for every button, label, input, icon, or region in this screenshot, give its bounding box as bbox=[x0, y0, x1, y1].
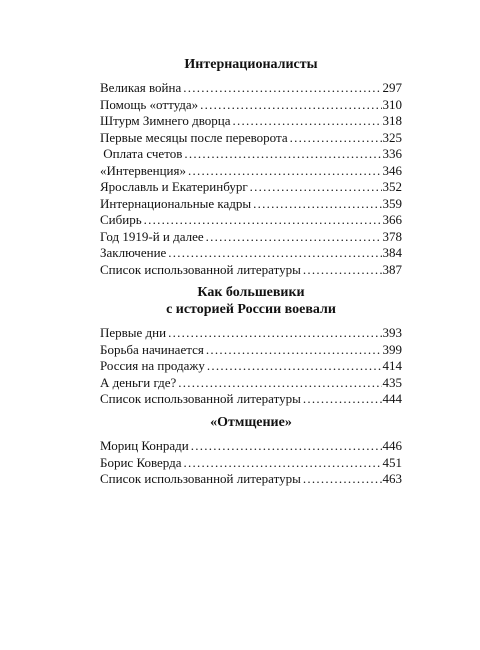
toc-entry[interactable] bbox=[100, 342, 402, 359]
toc-entry[interactable] bbox=[100, 375, 402, 392]
entry-page-number: 399 bbox=[382, 341, 402, 357]
toc-section-revenge bbox=[100, 414, 402, 488]
entry-page-number: 393 bbox=[382, 325, 402, 340]
dot-leader bbox=[188, 163, 382, 180]
entry-page-number: 378 bbox=[382, 228, 402, 244]
dot-leader bbox=[206, 229, 382, 246]
section-title bbox=[100, 414, 402, 431]
entry-title: Борис Коверда bbox=[100, 454, 182, 470]
toc-section-internationalists bbox=[100, 56, 402, 278]
dot-leader bbox=[303, 471, 382, 488]
toc-entry[interactable] bbox=[100, 471, 402, 488]
entry-title: Список использованной литературы bbox=[100, 261, 301, 277]
entry-title: Год 1919-й и далее bbox=[100, 228, 204, 244]
entry-page-number: 446 bbox=[382, 438, 402, 453]
dot-leader bbox=[232, 113, 381, 130]
dot-leader bbox=[290, 130, 382, 147]
entry-page-number: 297 bbox=[382, 80, 402, 95]
toc-entry[interactable] bbox=[100, 438, 402, 455]
toc-entry[interactable] bbox=[100, 391, 402, 408]
section-title-line: Интернационалисты bbox=[184, 57, 318, 72]
toc-entry[interactable] bbox=[100, 163, 402, 180]
entry-title: Заключение bbox=[100, 245, 167, 260]
entry-page-number: 444 bbox=[382, 391, 402, 406]
entry-title: Ярославль и Екатеринбург bbox=[100, 179, 248, 194]
toc-list bbox=[100, 80, 402, 278]
entry-title: «Интервенция» bbox=[100, 162, 186, 178]
dot-leader bbox=[168, 245, 381, 262]
entry-title: Список использованной литературы bbox=[100, 471, 301, 486]
toc-section-bolsheviks bbox=[100, 284, 402, 408]
entry-title: Оплата счетов bbox=[100, 146, 183, 161]
entry-page-number: 346 bbox=[382, 162, 402, 178]
dot-leader bbox=[191, 438, 382, 455]
toc-entry[interactable] bbox=[100, 113, 402, 130]
entry-page-number: 318 bbox=[382, 113, 402, 128]
entry-title: Интернациональные кадры bbox=[100, 195, 252, 211]
toc-entry[interactable] bbox=[100, 212, 402, 229]
toc-entry[interactable] bbox=[100, 146, 402, 163]
entry-page-number: 352 bbox=[382, 179, 402, 194]
dot-leader bbox=[184, 455, 382, 472]
section-title-line: с историей России воевали bbox=[166, 302, 336, 317]
dot-leader bbox=[207, 358, 382, 375]
dot-leader bbox=[184, 146, 381, 163]
entry-page-number: 336 bbox=[382, 146, 402, 161]
dot-leader bbox=[144, 212, 382, 229]
toc-entry[interactable] bbox=[100, 80, 402, 97]
entry-title: Помощь «оттуда» bbox=[100, 96, 199, 112]
entry-page-number: 384 bbox=[382, 245, 402, 260]
entry-page-number: 463 bbox=[382, 471, 402, 486]
entry-title: Штурм Зимнего дворца bbox=[100, 113, 231, 128]
toc-entry[interactable] bbox=[100, 325, 402, 342]
entry-page-number: 435 bbox=[382, 374, 402, 390]
entry-page-number: 310 bbox=[382, 96, 402, 112]
toc-entry[interactable] bbox=[100, 358, 402, 375]
section-title-line: «Отмщение» bbox=[210, 415, 292, 430]
dot-leader bbox=[183, 80, 381, 97]
toc-entry[interactable] bbox=[100, 179, 402, 196]
entry-page-number: 387 bbox=[382, 261, 402, 277]
entry-title: Великая война bbox=[100, 80, 182, 95]
section-title bbox=[100, 56, 402, 73]
dot-leader bbox=[206, 342, 382, 359]
entry-page-number: 325 bbox=[382, 129, 402, 145]
entry-title: А деньги где? bbox=[100, 374, 177, 390]
entry-title: Борьба начинается bbox=[100, 341, 204, 357]
entry-title: Первые месяцы после переворота bbox=[100, 129, 288, 145]
dot-leader bbox=[200, 97, 381, 114]
dot-leader bbox=[303, 391, 382, 408]
toc-entry[interactable] bbox=[100, 245, 402, 262]
dot-leader bbox=[178, 375, 381, 392]
section-title bbox=[100, 284, 402, 318]
toc-entry[interactable] bbox=[100, 229, 402, 246]
toc-entry[interactable] bbox=[100, 130, 402, 147]
entry-page-number: 414 bbox=[382, 358, 402, 373]
dot-leader bbox=[303, 262, 382, 279]
entry-page-number: 366 bbox=[382, 212, 402, 227]
dot-leader bbox=[253, 196, 381, 213]
toc-list bbox=[100, 438, 402, 488]
entry-title: Сибирь bbox=[100, 212, 142, 227]
entry-title: Первые дни bbox=[100, 325, 167, 340]
toc-list bbox=[100, 325, 402, 408]
section-title-line: Как большевики bbox=[197, 285, 305, 300]
entry-title: Россия на продажу bbox=[100, 358, 205, 373]
toc-entry[interactable] bbox=[100, 262, 402, 279]
dot-leader bbox=[168, 325, 381, 342]
toc-entry[interactable] bbox=[100, 455, 402, 472]
entry-title: Мориц Конради bbox=[100, 438, 189, 453]
entry-page-number: 359 bbox=[382, 195, 402, 211]
entry-title: Список использованной литературы bbox=[100, 391, 301, 406]
toc-entry[interactable] bbox=[100, 196, 402, 213]
toc-entry[interactable] bbox=[100, 97, 402, 114]
dot-leader bbox=[250, 179, 382, 196]
entry-page-number: 451 bbox=[382, 454, 402, 470]
